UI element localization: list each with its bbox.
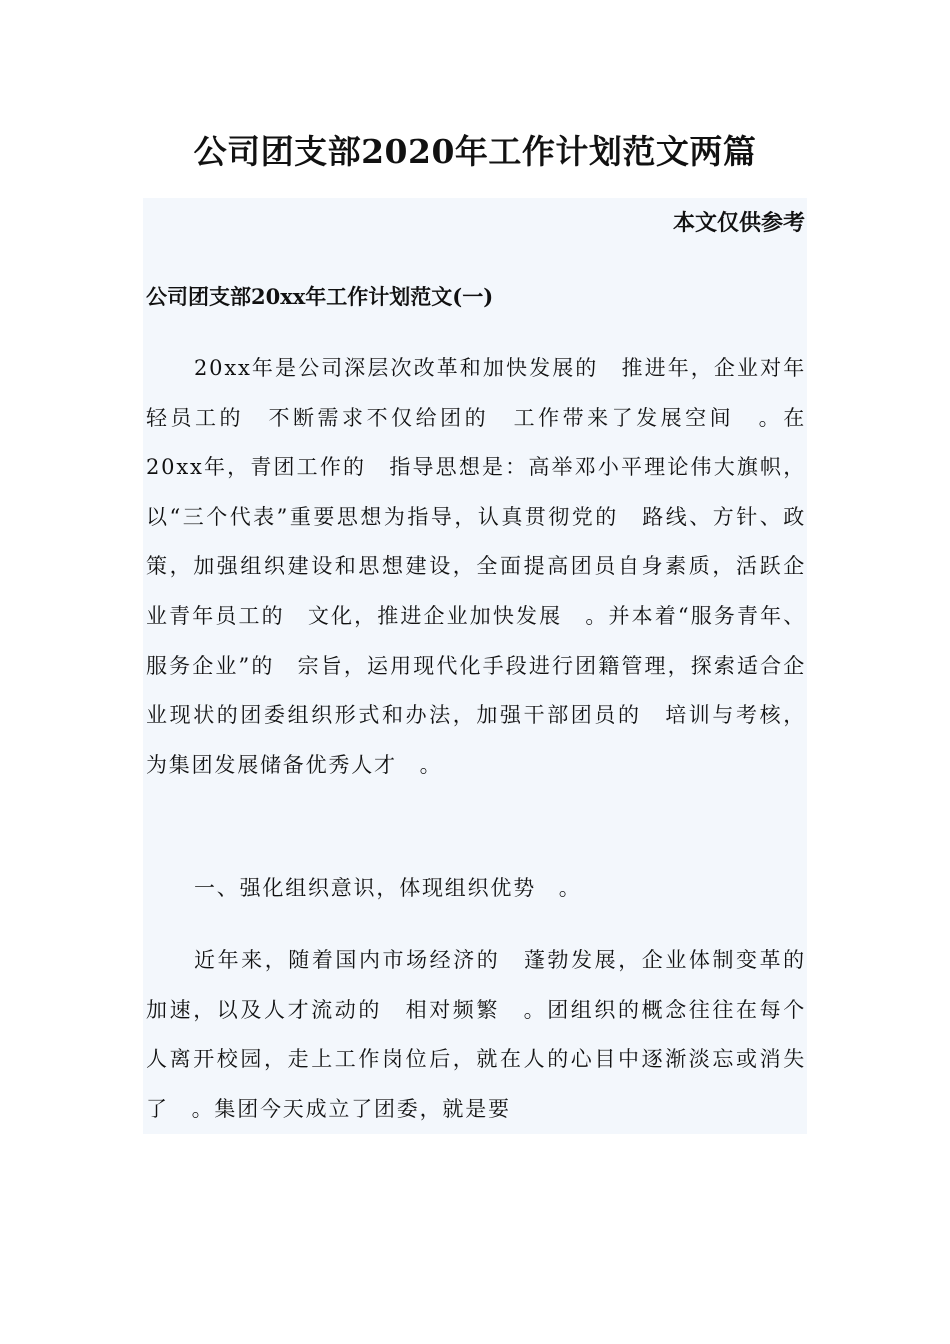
page-title: 公司团支部2020年工作计划范文两篇 (193, 132, 757, 171)
section-heading: 公司团支部20xx年工作计划范文(一) (146, 284, 494, 309)
paragraph-body: 近年来，随着国内市场经济的 蓬勃发展，企业体制变革的 加速，以及人才流动的 相对频繁 。团组织的概念往往在每个人离开校园，走上工作岗位后，就在人的心目中逐渐淡忘或消失了 。集团今天成立了团委，就是要 (146, 948, 829, 1121)
reference-note: 本文仅供参考 (672, 210, 805, 236)
paragraph-intro: 20xx年是公司深层次改革和加快发展的 推进年，企业对年轻员工的 不断需求不仅给团的 工作带来了发展空间 。在20xx年，青团工作的 指导思想是：高举邓小平理论伟大旗帜，以“三个代表”重要思想为指导，认真贯彻党的 路线、方针、政策，加强组织建设和思想建设，全面提高团员自身素质，活跃企业青年员工的 文化，推进企业加快发展 。并本着“服务青年、服务企业”的 宗旨，运用现代化手段进行团籍管理，探索适合企业现状的团委组织形式和办法，加强干部团员的 培训与考核，为集团发展储备优秀人才 。 (146, 356, 806, 777)
document-body (143, 198, 829, 1134)
paragraph-point-one: 一、强化组织意识，体现组织优势 。 (194, 876, 582, 900)
